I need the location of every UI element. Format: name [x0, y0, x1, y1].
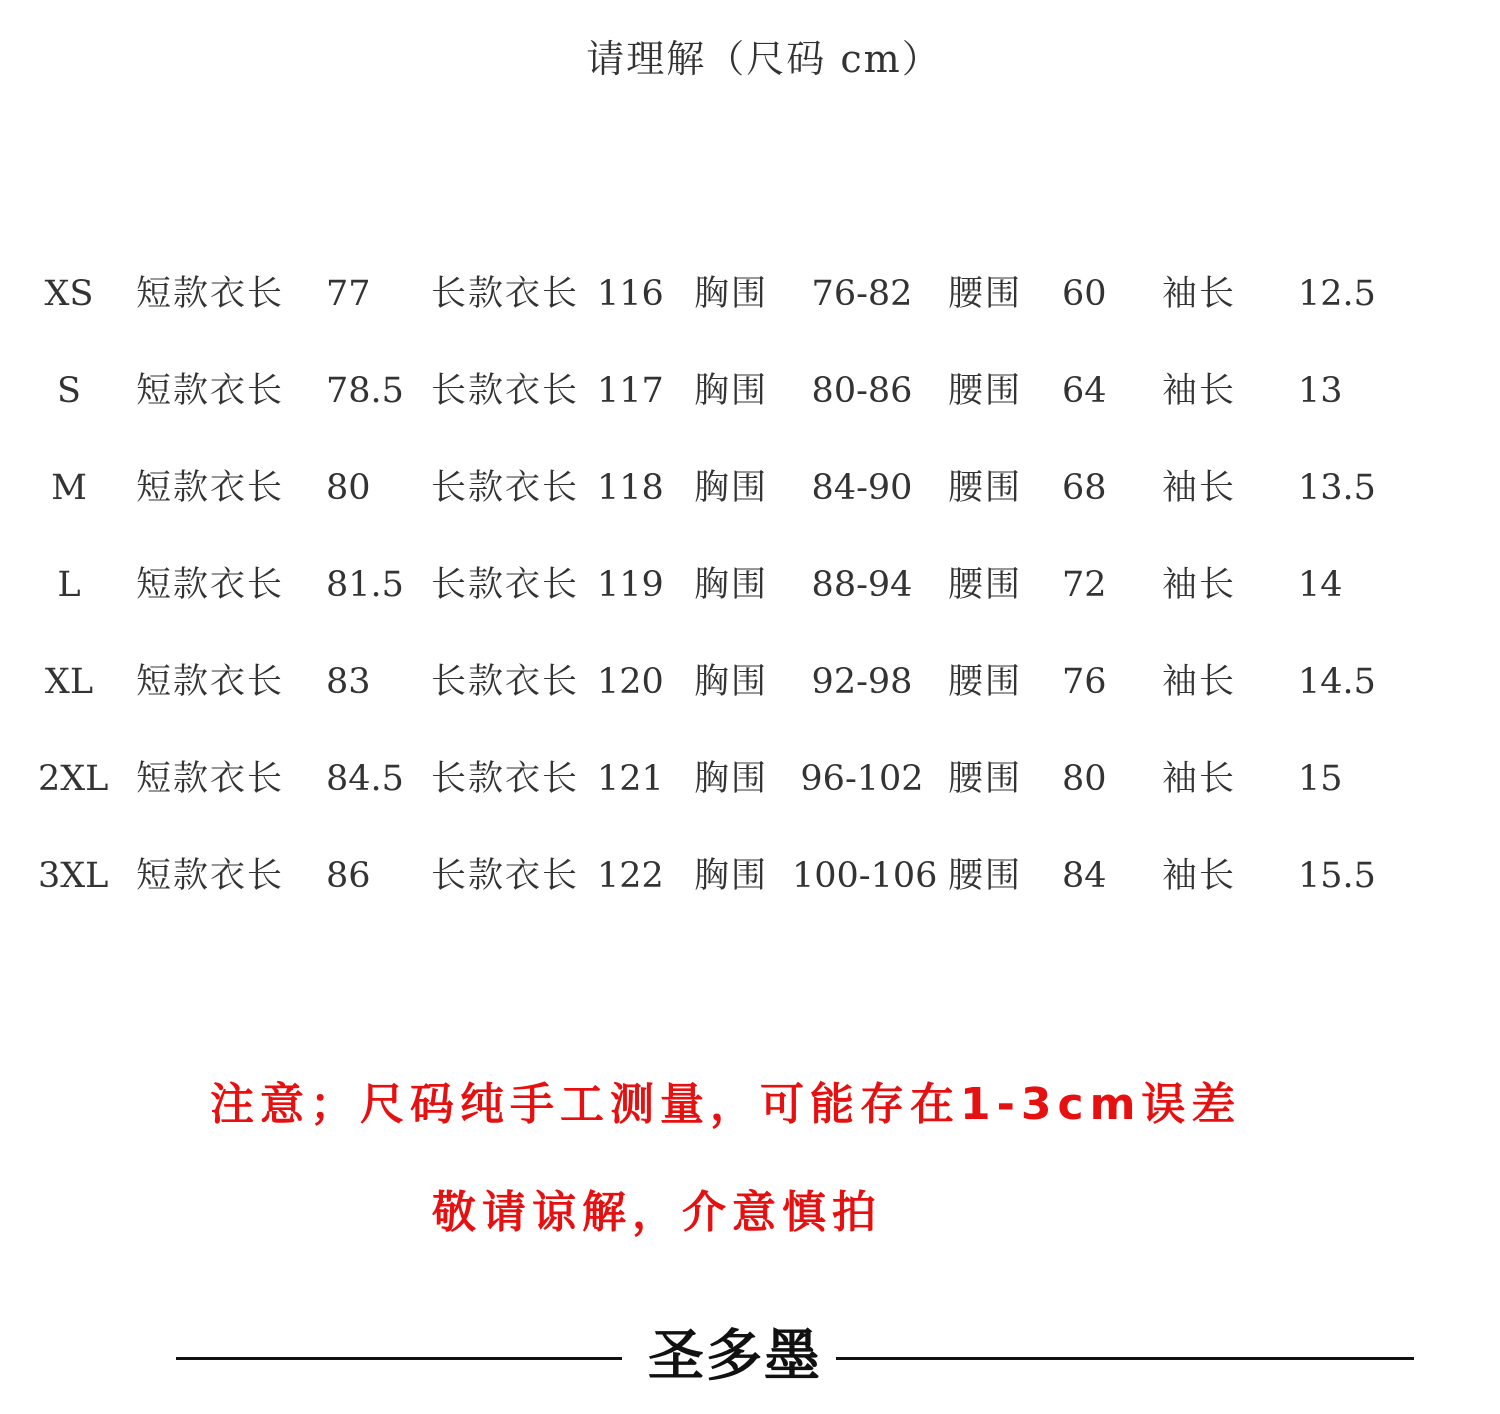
chest-label: 胸围: [694, 565, 769, 605]
long-length-value: 119: [597, 565, 664, 605]
chest-label: 胸围: [694, 662, 769, 702]
long-length-label: 长款衣长: [431, 856, 580, 896]
sleeve-label: 袖长: [1162, 371, 1237, 411]
sleeve-label: 袖长: [1162, 565, 1237, 605]
sleeve-value: 15.5: [1298, 856, 1376, 896]
waist-label: 腰围: [948, 759, 1023, 799]
sleeve-value: 12.5: [1298, 274, 1376, 314]
size-label: 2XL: [38, 759, 109, 799]
long-length-value: 116: [597, 274, 664, 314]
long-length-label: 长款衣长: [431, 468, 580, 508]
short-length-label: 短款衣长: [136, 565, 285, 605]
long-length-label: 长款衣长: [431, 759, 580, 799]
notice-line-1: 注意；尺码纯手工测量，可能存在1-3cm误差: [210, 1079, 1242, 1130]
table-row: [0, 749, 1500, 846]
waist-value: 68: [1062, 468, 1107, 508]
long-length-label: 长款衣长: [431, 565, 580, 605]
sleeve-label: 袖长: [1162, 274, 1237, 314]
waist-label: 腰围: [948, 274, 1023, 314]
long-length-label: 长款衣长: [431, 662, 580, 702]
waist-value: 64: [1062, 371, 1107, 411]
table-row: [0, 264, 1500, 361]
table-row: [0, 361, 1500, 458]
table-row: [0, 652, 1500, 749]
waist-value: 60: [1062, 274, 1107, 314]
short-length-value: 78.5: [326, 371, 404, 411]
short-length-label: 短款衣长: [136, 662, 285, 702]
short-length-label: 短款衣长: [136, 274, 285, 314]
footer: [0, 1322, 1500, 1392]
short-length-label: 短款衣长: [136, 759, 285, 799]
waist-value: 84: [1062, 856, 1107, 896]
short-length-value: 83: [326, 662, 371, 702]
chest-value: 96-102: [800, 759, 924, 799]
long-length-value: 120: [597, 662, 664, 702]
waist-label: 腰围: [948, 371, 1023, 411]
chest-value: 92-98: [811, 662, 913, 702]
long-length-label: 长款衣长: [431, 274, 580, 314]
long-length-value: 122: [597, 856, 664, 896]
page-title: 请理解（尺码 cm）: [586, 37, 942, 81]
short-length-label: 短款衣长: [136, 856, 285, 896]
short-length-label: 短款衣长: [136, 371, 285, 411]
waist-label: 腰围: [948, 856, 1023, 896]
chest-value: 76-82: [811, 274, 913, 314]
sleeve-label: 袖长: [1162, 759, 1237, 799]
chest-value: 100-106: [792, 856, 938, 896]
sleeve-value: 13: [1298, 371, 1343, 411]
long-length-value: 121: [597, 759, 664, 799]
table-row: [0, 846, 1500, 943]
short-length-value: 84.5: [326, 759, 404, 799]
chest-value: 88-94: [811, 565, 913, 605]
chest-value: 80-86: [811, 371, 913, 411]
long-length-value: 118: [597, 468, 664, 508]
size-label: L: [57, 565, 81, 605]
table-row: [0, 458, 1500, 555]
waist-value: 72: [1062, 565, 1107, 605]
notice-line-2: 敬请谅解，介意慎拍: [432, 1187, 882, 1238]
sleeve-value: 13.5: [1298, 468, 1376, 508]
sleeve-value: 14.5: [1298, 662, 1376, 702]
short-length-value: 81.5: [326, 565, 404, 605]
divider-left: [176, 1357, 622, 1360]
waist-label: 腰围: [948, 565, 1023, 605]
size-label: XL: [44, 662, 94, 702]
chest-value: 84-90: [811, 468, 913, 508]
waist-label: 腰围: [948, 468, 1023, 508]
chest-label: 胸围: [694, 371, 769, 411]
size-table: [0, 264, 1500, 943]
size-label: XS: [44, 274, 94, 314]
waist-value: 76: [1062, 662, 1107, 702]
sleeve-label: 袖长: [1162, 468, 1237, 508]
short-length-value: 80: [326, 468, 371, 508]
sleeve-label: 袖长: [1162, 856, 1237, 896]
size-label: M: [51, 468, 87, 508]
waist-value: 80: [1062, 759, 1107, 799]
sleeve-value: 14: [1298, 565, 1343, 605]
long-length-label: 长款衣长: [431, 371, 580, 411]
size-label: S: [57, 371, 81, 411]
divider-right: [836, 1357, 1414, 1360]
short-length-value: 77: [326, 274, 371, 314]
size-label: 3XL: [38, 856, 109, 896]
sleeve-label: 袖长: [1162, 662, 1237, 702]
brand-name: 圣多墨: [648, 1324, 822, 1389]
chest-label: 胸围: [694, 468, 769, 508]
chest-label: 胸围: [694, 759, 769, 799]
short-length-label: 短款衣长: [136, 468, 285, 508]
table-row: [0, 555, 1500, 652]
chest-label: 胸围: [694, 856, 769, 896]
short-length-value: 86: [326, 856, 371, 896]
sleeve-value: 15: [1298, 759, 1343, 799]
chest-label: 胸围: [694, 274, 769, 314]
waist-label: 腰围: [948, 662, 1023, 702]
long-length-value: 117: [597, 371, 664, 411]
